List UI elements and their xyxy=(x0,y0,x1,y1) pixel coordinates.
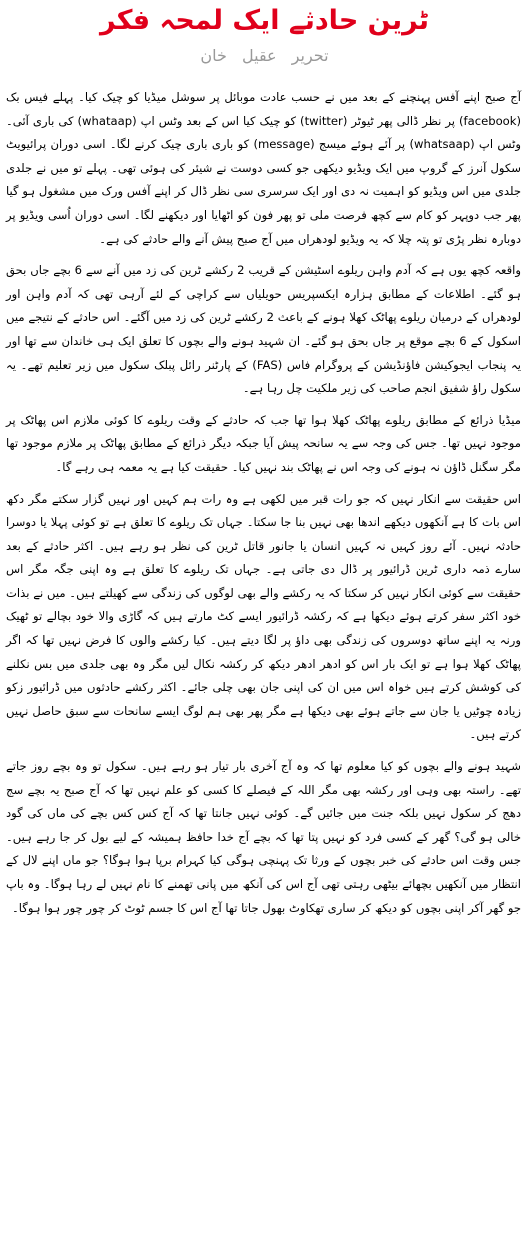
article-title: ٹرین حادثے ایک لمحہ فکر xyxy=(99,5,430,36)
byline xyxy=(0,44,529,68)
paragraph-media-reports: میڈیا ذرائع کے مطابق ریلوے پھاٹک کھلا ہوا تھا جب کہ حادثے کے وقت ریلوے کا کوئی ملازم اس پھاٹک پر موجود نہیں تھا۔ جس کی وجہ سے یہ سانحہ پیش آیا جبکہ دیگر ذرائع کے مطابق پھاٹک پر ملازم موجود تھا مگر سگنل ڈاؤن نہ ہونے کی وجہ اس نے پھاٹک بند نہیں کیا۔ حقیقت کیا ہے یہ معمہ ہی رہے گا۔ xyxy=(6,412,521,474)
article-header xyxy=(0,0,529,68)
paragraph-tribute: شہید ہونے والے بچوں کو کیا معلوم تھا کہ وہ آج آخری بار تیار ہو رہے ہیں۔ سکول تو وہ بچے روز جاتے تھے۔ راستہ بھی وہی اور رکشہ بھی مگر اللہ کے فیصلے کا کسی کو علم نہیں تھا کہ آج صبح یہ بچے سج دھج کر سکول نہیں بلکہ جنت میں جائیں گے۔ کوئی نہیں جانتا تھا کہ آج کس کس بچے کی ماں کی گود خالی ہو گی؟ گھر کے کسی فرد کو نہیں پتا تھا کہ بچے آج خدا حافظ ہمیشہ کے لیے بول کر جا رہے ہیں۔ جس وقت اس حادثے کی خبر بچوں کے ورثا تک پہنچی ہوگی کیا کہرام برپا ہوا ہوگا؟ جو ماں اپنے لال کے انتظار میں آنکھیں بچھائے بیٹھی رہتی تھی آج اس کی آنکھ میں پانی تھمنے کا نام نہیں لے رہا ہوگا۔ وہ باپ جو گھر آکر اپنی بچوں کو دیکھ کر ساری تھکاوٹ بھول جاتا تھا آج اس کا جسم ٹوٹ کر چور چور ہوا ہوگا۔ xyxy=(6,759,521,915)
author-name: عقیل خان xyxy=(200,46,277,65)
paragraph-analysis: اس حقیقت سے انکار نہیں کہ جو رات قبر میں لکھی ہے وہ رات ہم کہیں اور نہیں گزار سکتے مگر دکھ اس بات کا ہے آنکھوں دیکھے اندھا بھی نہیں بنا جا سکتا۔ جہاں تک ریلوے کا تعلق ہے تو کوئی پہلا یا دوسرا حادثہ نہیں۔ آئے روز کہیں نہ کہیں انسان یا جانور قاتل ٹرین کی نظر ہو رہے ہیں۔ اکثر حادثے کے بعد سارے ذمہ داری ٹرین ڈرائیور پر ڈال دی جاتی ہے۔ جہاں تک ریلوے کا تعلق ہے وہ اپنی جگہ مگر اس حقیقت سے کوئی انکار نہیں کر سکتا کہ یہ رکشے والے بھی لوگوں کی زندگی سے کھیلتے ہیں۔ میں نے بذات خود اکثر سفر کرتے ہوئے دیکھا ہے کہ رکشہ ڈرائیور ایسے کٹ مارتے ہیں کہ گاڑی والا خود بچالے تو ٹھیک ورنہ یہ اپنے ساتھ دوسروں کی زندگی بھی داؤ پر لگا دیتے ہیں۔ کیا رکشے والوں کا فرض نہیں تھا کہ اگر پھاٹک کھلا ہوا ہے تو ایک بار اس کو ادھر ادھر دیکھ کر رکشہ نکال لیں مگر وہ بھی جلدی میں بس نکلنے کی کوشش کرتے ہیں خواہ اس میں ان کی اپنی جان بھی چلی جائے۔ اکثر رکشے حادثوں میں ڈرائیور زکو زیادہ چوٹیں یا جان سے جاتے ہوئے بھی دیکھا ہے مگر پھر بھی ہم لوگ ایسے سانحات سے سبق حاصل نہیں کرتے ہیں۔ xyxy=(6,491,521,742)
byline-label: تحریر xyxy=(291,46,329,65)
paragraph-intro: آج صبح اپنے آفس پہنچنے کے بعد میں نے حسب عادت موبائل پر سوشل میڈیا کو چیک کیا۔ پہلے فیس بک (facebook) پر نظر ڈالی پھر ٹیوٹر (twitter) کو چیک کیا اس کے بعد وٹس اپ (whataap) کی باری آئی۔ وٹس اپ (whatsaap) پر آئے ہوئے میسج (message) کو باری باری چیک کرنے لگا۔ اسی دوران پرائیویٹ سکول آنرز کے گروپ میں ایک ویڈیو دیکھی جو کسی دوست نے شیئر کی ہوئی تھی۔ پہلے تو میں نے جلدی جلدی میں اس ویڈیو کو اہمیت نہ دی اور ایک سرسری سی نظر ڈال کر اپنے آفس ورک میں مشغول ہو گیا پھر جب دوپہر کو کام سے کچھ فرصت ملی تو پھر فون کو اٹھایا اور دیکھنے لگا۔ اسی دوران اُسی ویڈیو پر دوبارہ نظر پڑی تو پتہ چلا کہ یہ ویڈیو لودھراں میں آج صبح پیش آنے والے حادثے کی ہے۔ xyxy=(6,90,522,246)
paragraph-incident: واقعہ کچھ یوں ہے کہ آدم واہن ریلوے اسٹیشن کے قریب 2 رکشے ٹرین کی زد میں آنے سے 6 بچے جاں بحق ہو گئے۔ اطلاعات کے مطابق ہزارہ ایکسپریس حویلیاں سے کراچی کے لئے آرہی تھی کہ آدم واہن اور لودھراں کے درمیان ریلوے پھاٹک کھلا ہونے کے باعث 2 رکشے ٹرین کی زد میں آگئے۔ اس حادثے کے نتیجے میں اسکول کے 6 بچے موقع پر جاں بحق ہو گئے۔ ان شہید ہونے والے بچوں کا تعلق ایک ہی خاندان سے تھا اور یہ پنجاب ایجوکیشن فاؤنڈیشن کے پروگرام فاس (FAS) کے پارٹنر رائل پبلک سکول میں زیر تعلیم تھے۔ یہ سکول راؤ شفیق انجم صاحب کی زیر ملکیت چل رہا ہے۔ xyxy=(6,263,522,396)
article-body xyxy=(0,68,529,920)
